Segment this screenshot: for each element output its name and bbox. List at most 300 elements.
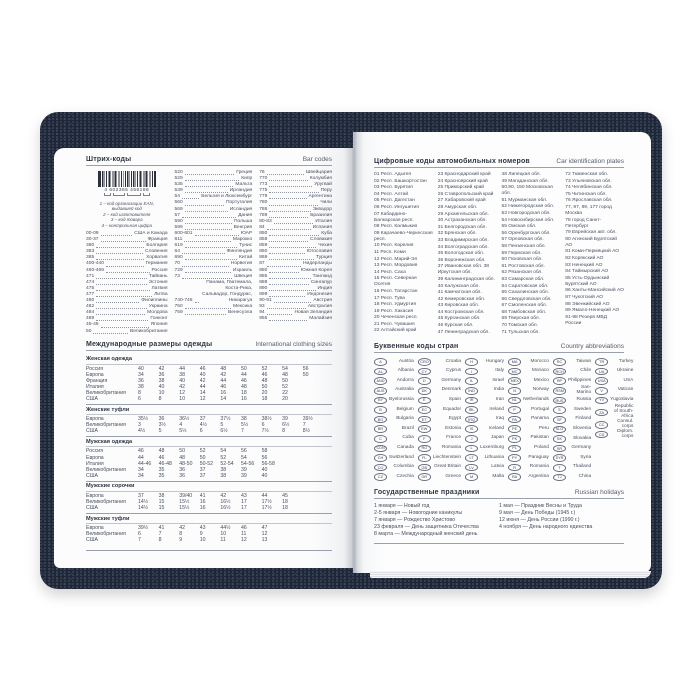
section-title-en: Car identification plates — [556, 158, 624, 165]
size-value: 44½ — [220, 525, 231, 532]
size-value: 6 — [261, 422, 265, 429]
size-value: 40 — [261, 472, 268, 479]
country-code-badge: P — [508, 406, 521, 414]
dot-leader — [96, 296, 152, 297]
barcode-prefix: 475 — [86, 285, 95, 291]
country-code-badge: CZ — [374, 473, 387, 481]
barcode-prefix: 30-37 — [86, 237, 99, 243]
country-name: Уругвай — [314, 182, 332, 188]
region-code-row: 49 Магаданская обл. — [501, 178, 549, 184]
region-code-row: 22 Алтайский край — [374, 328, 417, 334]
barcode-prefix: 87 — [259, 261, 265, 267]
dot-leader — [185, 174, 234, 175]
barcode-prefix: 90-91 — [259, 297, 272, 303]
region-code-row: 79 Еврейская авт. обл. — [565, 230, 617, 236]
region-code-row: 68 Тамбовская обл. — [501, 309, 547, 315]
size-region-label: США — [86, 428, 98, 435]
size-region-label: Европа — [86, 416, 104, 423]
region-code-row: 61 Ростовская обл. — [501, 263, 545, 269]
country-abbreviation-row — [374, 357, 414, 367]
country-code-badge: RUS — [553, 397, 566, 405]
dot-leader — [93, 333, 128, 334]
country-name: Iran — [495, 396, 505, 402]
country-code-badge: S — [553, 406, 566, 414]
country-code-badge: AL — [374, 368, 387, 376]
size-value: 40 — [138, 365, 144, 372]
section-title-ru: Штрих-коды — [86, 156, 132, 163]
barcode-prefix: 64 — [174, 249, 180, 255]
section-title-en: Bar codes — [302, 156, 332, 163]
country-abbreviation-row — [553, 434, 591, 444]
country-name: Филиппины — [141, 298, 168, 304]
region-code-row: 51 Мурманская обл. — [501, 197, 548, 203]
dot-leader — [269, 278, 310, 279]
size-region-label: Великобритания — [86, 499, 126, 505]
book-gutter-shadow — [344, 132, 364, 573]
size-value: 7 — [158, 531, 162, 538]
barcode-prefix: 70 — [174, 261, 180, 267]
size-value: 37 — [199, 466, 206, 473]
barcode-prefix: 539 — [174, 188, 183, 194]
dot-leader — [182, 198, 199, 199]
country-name: Австралия — [307, 304, 332, 310]
region-code-row: 27 Хабаровский край — [437, 198, 486, 204]
dot-leader — [274, 223, 314, 224]
region-code-row: 47 Ленинградская обл. — [437, 329, 490, 335]
country-name: Южная Корея — [300, 267, 332, 273]
size-value: 35 — [158, 466, 165, 473]
country-abbreviation-row — [508, 424, 549, 434]
country-name: Литва — [154, 291, 168, 297]
country-abbreviation-row — [508, 405, 549, 415]
size-values — [138, 473, 332, 479]
size-region-label: Европа — [86, 454, 104, 461]
country-code-badge: CY — [418, 368, 431, 376]
dot-leader — [96, 302, 139, 303]
size-value: 20 — [282, 396, 288, 403]
size-value: 44 — [199, 383, 206, 390]
country-name: Япония — [150, 322, 168, 328]
dot-leader — [185, 186, 234, 187]
country-abbreviation-row — [418, 444, 461, 454]
size-value: 50 — [179, 448, 185, 455]
country-code-badge: SLO — [553, 426, 566, 434]
size-value: 7 — [240, 428, 244, 435]
barcode-legend-line: 4 – контрольная цифра — [101, 222, 153, 228]
size-value: 43 — [199, 525, 206, 532]
dot-leader — [267, 266, 301, 267]
region-code-row: 84 Таймырский АО — [565, 269, 609, 275]
country-abbreviation-row — [374, 472, 414, 482]
barcode-prefix: 619 — [174, 243, 183, 249]
barcode-prefix: 76 — [259, 170, 265, 175]
country-name: Canada — [396, 444, 414, 450]
size-value: 40 — [261, 466, 268, 473]
country-name: Brazil — [401, 425, 414, 431]
country-name: Венгрия — [233, 224, 253, 230]
sizes-subsection-title: Женская одежда — [86, 355, 332, 365]
barcode-legend-line: 2 – код изготовителя — [103, 211, 151, 217]
country-name: Thailand — [572, 464, 592, 470]
country-name: Japan — [491, 435, 505, 441]
size-value: 3 — [138, 422, 141, 429]
country-code-badge: M — [465, 473, 478, 481]
barcode-legend-line: выдавшей код — [111, 206, 142, 211]
country-code-badge: BY — [374, 397, 387, 405]
country-abbreviation-row — [374, 367, 414, 377]
country-name: Словения — [145, 249, 168, 255]
dot-leader — [101, 235, 133, 236]
size-value: 16 — [220, 389, 227, 396]
country-name: Сингапур — [310, 279, 332, 285]
country-code-badge: UA — [595, 368, 608, 376]
region-code-row: 46 Курская обл. — [437, 323, 474, 329]
country-codes-column-3 — [465, 357, 504, 482]
size-value: 36 — [138, 377, 144, 384]
size-value: 10 — [179, 396, 185, 403]
country-name: Peru — [538, 425, 549, 431]
region-code-row: 52 Нижегородская обл. — [501, 204, 555, 210]
country-code-badge: BG — [374, 416, 387, 424]
country-name: Syria — [580, 454, 592, 460]
size-value: 52 — [282, 383, 288, 390]
barcode-legend-line: 1 – код организации EAN, — [99, 200, 154, 206]
country-code-badge: B — [374, 406, 387, 414]
country-codes-grid — [374, 357, 634, 482]
region-code-row: 87 Чукотский АО — [565, 294, 604, 300]
size-value: 42 — [199, 377, 206, 384]
country-name: Россия — [151, 267, 168, 273]
size-value: 56 — [261, 454, 268, 461]
country-abbreviation-row — [508, 434, 549, 444]
size-value: 44 — [240, 371, 247, 378]
barcode-prefix: 850 — [259, 230, 268, 236]
size-region-label: Великобритания — [86, 389, 126, 396]
size-value: 38 — [179, 371, 185, 378]
size-value: 18 — [240, 389, 247, 396]
region-code-row: 91-98 Резерв МВД России — [565, 314, 607, 326]
size-value: 56-58 — [261, 460, 275, 467]
dot-leader — [269, 205, 318, 206]
size-value: 6 — [138, 396, 141, 403]
region-code-row: 82 Корякский АО — [565, 255, 604, 261]
size-row — [86, 505, 332, 511]
size-value: 8½ — [302, 428, 310, 435]
region-code-row: 37 Ивановская обл. 38 Иркутская обл. — [437, 264, 490, 276]
dot-leader — [269, 198, 306, 199]
country-name: Перу — [320, 188, 332, 194]
region-code-row: 86 Ханты-Мансийский АО — [565, 288, 624, 294]
size-value: 46 — [261, 371, 268, 378]
barcode-country-row — [86, 329, 168, 335]
country-abbreviation-row — [508, 396, 549, 406]
country-abbreviation-row — [508, 415, 549, 425]
dot-leader — [269, 217, 308, 218]
size-value: 42 — [179, 525, 185, 532]
region-code-row: 33 Владимирская обл. — [437, 237, 489, 243]
size-value: 40 — [158, 383, 165, 390]
country-abbreviation-row — [465, 376, 504, 386]
country-name: Украина — [148, 304, 168, 310]
dot-leader — [269, 211, 310, 212]
barcode-prefix: 899 — [259, 291, 268, 297]
region-code-row: 06 Респ. Ингушетия — [374, 204, 419, 210]
size-value: 37 — [199, 472, 206, 479]
country-abbreviation-row — [508, 386, 549, 396]
region-code-row: 03 Респ. Бурятия — [374, 185, 413, 191]
region-code-row: 36 Воронежская обл. — [437, 257, 486, 263]
region-code-row: 32 Брянская обл. — [437, 231, 477, 237]
country-name: Hungary — [485, 358, 505, 364]
country-name: Тайвань — [148, 273, 168, 279]
size-value: 14½ — [138, 505, 149, 512]
size-value: 44-46 — [138, 460, 152, 467]
country-abbreviation-row — [553, 405, 591, 415]
country-abbreviation-row — [553, 453, 591, 463]
size-value: 48 — [282, 371, 288, 378]
country-name: Romania — [529, 464, 549, 470]
holiday-row: 8 марта — Международный женский день — [374, 531, 478, 538]
country-name: Vatican — [617, 387, 634, 393]
region-code-row: 59 Пермская обл. — [501, 250, 542, 256]
dot-leader — [269, 296, 305, 297]
country-abbreviation-row — [465, 453, 504, 463]
country-codes-column-1 — [374, 357, 414, 482]
region-code-row: 18 Респ. Удмуртия — [374, 302, 416, 308]
region-code-row: 04 Респ. Алтай — [374, 191, 409, 197]
region-code-row: 62 Рязанская обл. — [501, 270, 543, 276]
size-value: 36 — [158, 416, 165, 423]
region-code-row: 74 Челябинская обл. — [565, 185, 613, 191]
region-code-row: 77, 97, 99, 177 город Москва — [565, 204, 612, 216]
dot-leader — [269, 235, 319, 236]
country-name: Молдова — [147, 310, 168, 316]
country-name: Germany — [441, 377, 462, 383]
section-title-ru: Буквенные коды стран — [374, 343, 459, 351]
dot-leader — [106, 272, 150, 273]
country-abbreviation-row — [553, 444, 591, 454]
size-value: 8 — [179, 531, 183, 538]
region-code-row: 35 Вологодская обл. — [437, 251, 485, 257]
country-name: Norway — [532, 387, 549, 393]
dot-leader — [185, 259, 237, 260]
country-name: Republic of South-Africa — [613, 404, 634, 420]
country-name: Pakistan — [530, 435, 549, 441]
size-value: 50 — [302, 371, 309, 378]
holidays-column-2 — [499, 503, 624, 538]
sizes-subsection-title: Мужские туфли — [86, 514, 332, 524]
size-value: 5½ — [240, 422, 249, 429]
region-code-row: 88 Эвенкийский АО — [565, 301, 610, 307]
country-code-badge: H — [465, 358, 478, 366]
size-value: 40 — [179, 377, 185, 384]
car-codes-column-2 — [438, 172, 497, 336]
region-code-row: 73 Ульяновская обл. — [565, 178, 612, 184]
region-code-row: 44 Костромская обл. — [437, 309, 485, 315]
sizes-rows — [86, 447, 332, 480]
country-name: Luxemburg — [480, 444, 505, 450]
size-value: 38 — [158, 377, 165, 384]
dot-leader — [182, 253, 225, 254]
country-name: Croatia — [445, 358, 462, 364]
size-value: 48 — [240, 383, 247, 390]
country-code-badge: RP — [553, 377, 566, 385]
country-code-badge: SYR — [553, 454, 566, 462]
country-abbreviation-row — [553, 463, 591, 473]
barcode-prefix: 611 — [174, 237, 183, 243]
section-title-ru: Государственные праздники — [374, 489, 480, 497]
country-abbreviation-row — [508, 463, 549, 473]
barcode-prefix: 400-440 — [86, 261, 104, 267]
region-code-row: 72 Тюменская обл. — [565, 172, 609, 177]
country-abbreviation-row — [465, 405, 504, 415]
barcode-country-row — [259, 316, 332, 322]
barcode-prefix: 759 — [174, 310, 183, 316]
size-value: 13 — [261, 537, 268, 544]
country-name: Чехия — [318, 243, 332, 249]
country-name: Новая Зеландия — [294, 310, 332, 316]
size-value: 10 — [158, 389, 165, 396]
size-value: 37 — [138, 492, 144, 499]
country-name: Bulgaria — [396, 416, 414, 422]
barcode-prefix: 885 — [259, 273, 268, 279]
country-name: Russia — [576, 397, 592, 403]
size-region-label: США — [86, 537, 98, 544]
size-value: 44 — [261, 492, 268, 499]
country-name: Sweden — [573, 406, 592, 412]
country-name: Словакия — [310, 237, 332, 243]
size-value: 8 — [138, 389, 141, 396]
dot-leader — [269, 272, 298, 273]
region-code-row: 56 Оренбургская обл. — [501, 230, 551, 236]
barcode-prefix: 474 — [86, 279, 95, 285]
dot-leader — [96, 320, 148, 321]
country-abbreviation-row — [465, 367, 504, 377]
car-codes-column-4 — [565, 172, 624, 336]
country-abbreviation-row — [508, 367, 549, 377]
country-abbreviation-row — [553, 386, 591, 396]
size-value: 39 — [240, 466, 247, 473]
region-code-row: 54 Новосибирская обл. — [501, 217, 555, 223]
country-code-badge: LT — [465, 454, 478, 462]
region-code-row: 55 Омская обл. — [501, 224, 537, 230]
region-code-row: 24 Красноярский край — [437, 178, 488, 184]
country-code-badge: AUS — [374, 387, 387, 395]
size-value: 38 — [158, 492, 165, 499]
dot-leader — [274, 302, 312, 303]
country-name: Эстония — [148, 279, 168, 285]
region-code-row: 75 Читинская обл. — [565, 191, 607, 197]
size-value: 34 — [138, 371, 144, 378]
size-region-label: Великобритания — [86, 531, 126, 538]
barcodes-section-header — [86, 156, 332, 166]
section-title-ru: Цифровые коды автомобильных номеров — [374, 158, 530, 165]
region-code-row: 42 Кемеровская обл. — [437, 296, 486, 302]
size-value: 50 — [199, 454, 206, 461]
size-value: 17 — [240, 505, 247, 512]
dot-leader — [185, 223, 232, 224]
country-code-badge: DK — [418, 387, 431, 395]
size-value: 44 — [179, 365, 185, 372]
section-title-en: Country abbreviations — [560, 343, 624, 351]
country-name: Argentina — [528, 473, 549, 479]
country-name: Paraguay — [528, 454, 549, 460]
size-region-label: Франция — [86, 377, 108, 384]
size-value: 37½ — [220, 416, 231, 423]
size-value: 9 — [199, 531, 203, 538]
size-region-label: США — [86, 472, 98, 479]
size-value: 47 — [261, 525, 268, 532]
barcode-prefix: 600-601 — [174, 230, 193, 236]
region-code-row: 17 Респ. Тува — [374, 295, 405, 301]
country-name: Австрия — [313, 297, 332, 303]
region-code-row: 26 Ставропольский край — [437, 191, 494, 197]
region-code-row: 21 Респ. Чувашия — [374, 321, 415, 327]
holiday-row: 12 июня — День России (1990 г.) — [499, 517, 580, 524]
dot-leader — [96, 247, 144, 248]
country-code-badge: PE — [508, 425, 521, 433]
dot-leader — [185, 314, 226, 315]
country-code-badge: IND — [465, 387, 478, 395]
region-code-row: 39 Калининградская обл. — [437, 276, 495, 282]
size-value: 50 — [240, 365, 247, 372]
country-name: Mexico — [533, 377, 549, 383]
country-code-badge: BR — [374, 425, 387, 433]
size-value: 48 — [261, 377, 268, 384]
barcode-prefix: 94 — [259, 310, 265, 316]
dot-leader — [267, 308, 306, 309]
size-value: 44 — [138, 454, 144, 461]
country-code-badge: IRL — [465, 406, 478, 414]
barcode-prefix: 775 — [259, 188, 268, 194]
country-name: Тунис — [239, 243, 253, 249]
region-code-row: 01 Респ. Адыгея — [374, 172, 412, 177]
barcode-prefix: 955 — [259, 316, 268, 322]
dot-leader — [267, 229, 311, 230]
size-value: 44 — [220, 377, 227, 384]
country-name: Byelorussia — [389, 396, 414, 402]
size-value: 38 — [240, 416, 247, 423]
country-code-badge: T — [553, 464, 566, 472]
region-code-row: 09 Карачаево-Черкесская респ. — [374, 230, 433, 242]
country-abbreviation-row — [418, 357, 461, 367]
size-value: 6 — [199, 428, 203, 435]
region-code-row: 07 Кабардино-Балкарская респ. — [374, 211, 414, 223]
region-code-row: 08 Респ. Калмыкия — [374, 224, 418, 230]
country-abbreviation-row — [418, 472, 461, 482]
country-name: Austria — [398, 358, 414, 364]
holiday-row: 7 января — Рождество Христово — [374, 517, 456, 524]
barcode-prefix: 57 — [174, 212, 180, 218]
country-name: Венесуэла — [228, 310, 253, 316]
size-value: 50 — [282, 377, 288, 384]
dot-leader — [269, 290, 315, 291]
dot-leader — [106, 266, 144, 267]
size-value: 54 — [240, 454, 247, 461]
country-code-badge: IRQ — [465, 416, 478, 424]
barcode-prefix: 569 — [174, 206, 183, 212]
sizes-men-shoes — [86, 513, 332, 545]
size-value: 48 — [158, 448, 165, 455]
holiday-row: 23 февраля — День защитника Отечества — [374, 524, 479, 531]
barcode-columns — [86, 170, 332, 335]
country-name: Малайзия — [309, 316, 332, 322]
size-value: 4 — [179, 422, 183, 429]
size-values — [138, 537, 332, 543]
country-name: Monaco — [531, 368, 549, 374]
size-region-label: Италия — [86, 460, 104, 467]
country-code-badge: GR — [418, 473, 431, 481]
